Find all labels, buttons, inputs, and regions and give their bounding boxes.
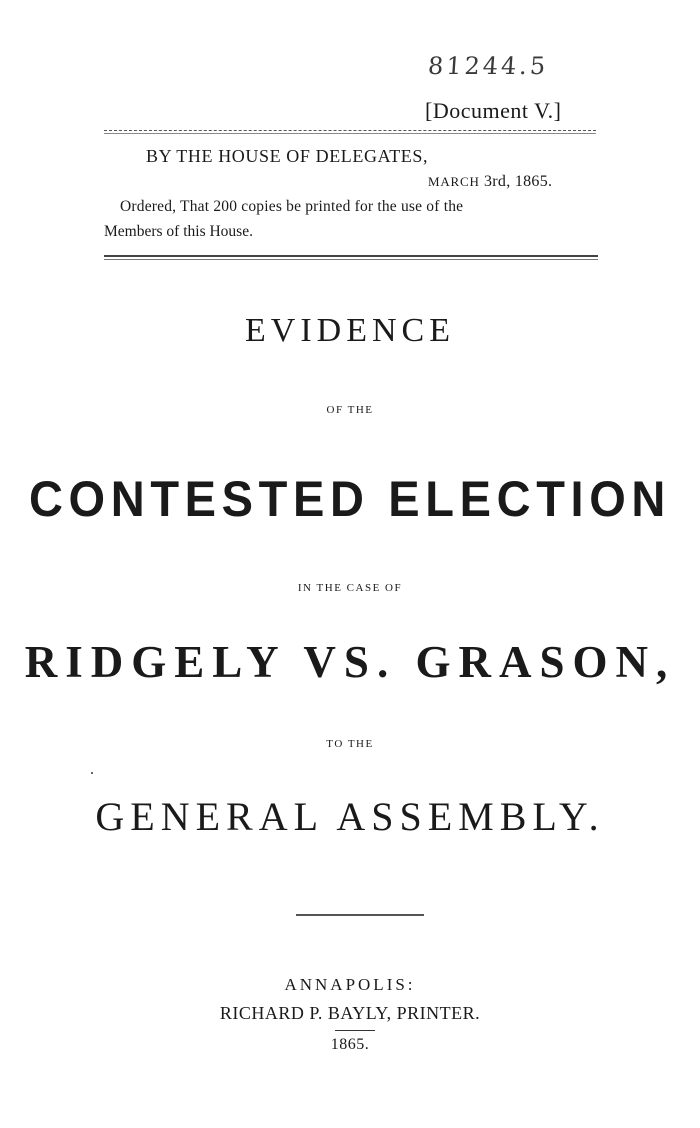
order-date-month: MARCH [428, 174, 480, 189]
order-text-line-2: Members of this House. [104, 223, 253, 240]
year-rule [335, 1030, 375, 1031]
title-case-name: RIDGELY VS. GRASON, [24, 637, 676, 687]
order-date-rest: 3rd, 1865. [484, 173, 553, 190]
handwritten-catalog-number: 81244.5 [427, 52, 550, 80]
middle-divider [104, 255, 598, 257]
title-of-the: OF THE [326, 404, 374, 416]
title-general-assembly: GENERAL ASSEMBLY. [95, 794, 605, 839]
title-contested-election: CONTESTED ELECTION [28, 471, 672, 527]
imprint-year: 1865. [330, 1036, 370, 1053]
title-evidence: EVIDENCE [245, 312, 455, 349]
imprint-place: ANNAPOLIS: [284, 975, 416, 994]
order-date [428, 173, 552, 191]
title-in-the-case-of: IN THE CASE OF [297, 582, 403, 594]
top-divider-secondary [104, 133, 596, 134]
house-heading: BY THE HOUSE OF DELEGATES, [146, 146, 429, 166]
middle-divider-secondary [104, 259, 598, 260]
ornamental-rule [296, 914, 424, 916]
title-to-the: TO THE [326, 738, 374, 750]
order-text-line-1: Ordered, That 200 copies be printed for the use of the [120, 198, 464, 215]
margin-speck [91, 772, 93, 774]
top-divider [104, 130, 596, 131]
imprint-printer: RICHARD P. BAYLY, PRINTER. [219, 1003, 481, 1023]
document-label: [Document V.] [425, 98, 562, 123]
